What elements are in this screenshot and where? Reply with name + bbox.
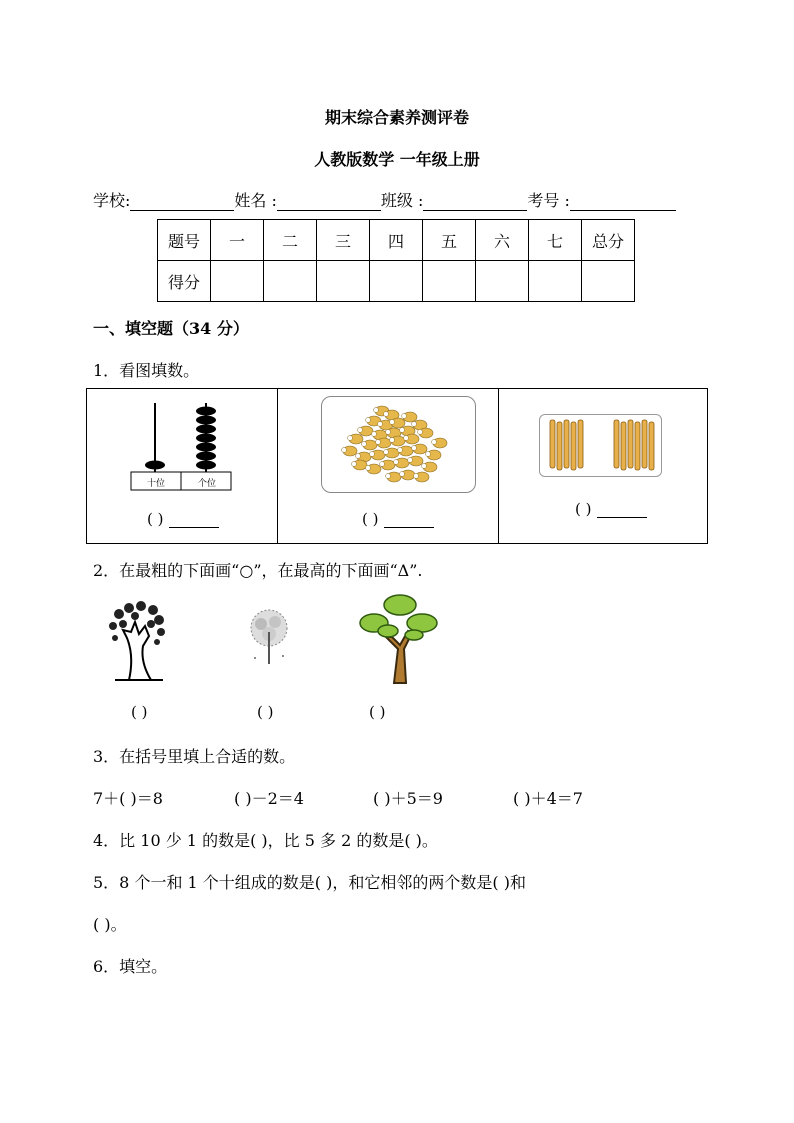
bee-icon [414,472,430,482]
q2-text: 2．在最粗的下面画“○”，在最高的下面画“Δ”. [93,561,423,580]
stick [621,422,626,470]
stick [635,422,640,470]
ones-bead [196,434,216,443]
abacus-image [87,389,277,499]
stick [578,420,583,468]
bee-icon [342,446,358,456]
q1-answer-2[interactable] [362,510,434,528]
score-cell[interactable] [370,261,423,302]
exam-no-field[interactable] [570,192,676,211]
bee-icon [426,450,442,460]
bee-icon [376,438,392,448]
ones-bead [196,443,216,452]
q1-answer-3[interactable] [575,500,647,518]
thick-tree-image [105,600,169,682]
q3-equation-1[interactable]: 7＋( )＝8 [93,789,163,808]
sticks-image [540,415,661,476]
tall-thin-tree-image [243,608,295,668]
score-cell[interactable] [264,261,317,302]
name-label: 姓名 : [234,191,277,210]
bee-icon [398,446,414,456]
ones-bead [196,407,216,416]
q3-equation-2[interactable]: ( )－2＝4 [234,789,304,808]
bees-cell [278,389,499,543]
score-cell[interactable] [529,261,582,302]
answer-line[interactable] [169,513,219,528]
stick [550,420,555,468]
score-cell[interactable] [476,261,529,302]
score-cell[interactable] [423,261,476,302]
school-label: 学校: [93,191,131,210]
score-header-cell: 题号 [158,220,211,261]
bee-icon [390,436,406,446]
ones-bead [196,461,216,470]
score-header-cell: 六 [476,220,529,261]
bee-icon [412,444,428,454]
ones-bead [196,452,216,461]
exam-subtitle: 人教版数学 一年级上册 [314,150,480,169]
answer-paren: ( ) [362,510,379,528]
score-cell[interactable] [582,261,635,302]
bees-image [322,397,474,491]
bee-icon [366,464,382,474]
score-cell[interactable] [211,261,264,302]
ones-bead [196,416,216,425]
bee-icon [370,450,386,460]
bee-icon [404,434,420,444]
answer-line[interactable] [597,503,647,518]
stick [628,420,633,468]
score-table [157,219,635,302]
q1-answer-1[interactable] [147,510,219,528]
stick [571,422,576,470]
score-header-cell: 三 [317,220,370,261]
q2-answer-3[interactable]: ( ) [369,703,386,721]
answer-paren: ( ) [575,500,592,518]
bee-icon [352,460,368,470]
score-row-label: 得分 [158,261,211,302]
section-heading: 一、填空题（34 分） [93,319,249,338]
q5-line-2[interactable]: ( )。 [93,915,127,934]
sticks-cell [499,389,707,543]
q1-text: 1．看图填数。 [93,361,200,380]
score-header-cell: 五 [423,220,476,261]
green-tree-image [358,593,440,685]
stick [649,422,654,470]
class-field[interactable] [423,192,527,211]
stick [564,420,569,468]
bee-icon [408,456,424,466]
bee-icon [418,428,434,438]
q1-figure-box [86,388,708,544]
sticks-frame [539,414,662,477]
q3-equation-3[interactable]: ( )＋5＝9 [373,789,443,808]
score-table-score-row [158,261,635,302]
answer-paren: ( ) [147,510,164,528]
exam-title: 期末综合素养测评卷 [324,108,469,127]
bee-icon [348,434,364,444]
tens-label: 十位 [147,479,166,489]
stick [642,420,647,468]
q4-text[interactable]: 4．比 10 少 1 的数是( )，比 5 多 2 的数是( )。 [93,831,438,850]
score-header-cell: 总分 [582,220,635,261]
q3-equation-4[interactable]: ( )＋4＝7 [513,789,583,808]
stick [614,420,619,468]
q6-text: 6．填空。 [93,957,168,976]
bee-icon [432,438,448,448]
bees-frame [321,396,476,493]
ones-bead [196,425,216,434]
score-header-cell: 二 [264,220,317,261]
score-header-cell: 四 [370,220,423,261]
bee-icon [386,472,402,482]
bee-icon [422,462,438,472]
bee-icon [384,448,400,458]
class-label: 班级 : [380,191,424,210]
name-field[interactable] [277,192,381,211]
ones-label: 个位 [198,479,217,489]
q5-line-1[interactable]: 5．8 个一和 1 个十组成的数是( )，和它相邻的两个数是( )和 [93,873,526,892]
student-info-row [93,188,676,211]
score-table-header-row [158,220,635,261]
q2-answer-2[interactable]: ( ) [257,703,274,721]
exam-no-label: 考号 : [527,191,570,210]
q2-answer-1[interactable]: ( ) [131,703,148,721]
stick [557,422,562,470]
score-header-cell: 一 [211,220,264,261]
score-cell[interactable] [317,261,370,302]
bee-icon [394,458,410,468]
abacus-cell [87,389,278,543]
bee-icon [400,470,416,480]
bee-icon [380,460,396,470]
bee-icon [362,440,378,450]
score-header-cell: 七 [529,220,582,261]
answer-line[interactable] [384,513,434,528]
q3-text: 3．在括号里填上合适的数。 [93,747,296,766]
school-field[interactable] [130,192,234,211]
tens-bead [145,461,165,470]
